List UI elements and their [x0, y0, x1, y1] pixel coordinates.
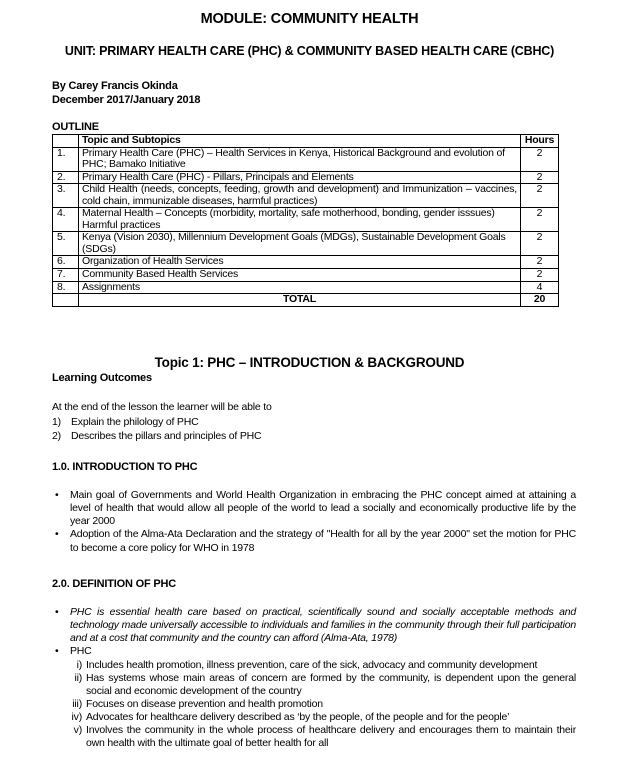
list-item: [52, 724, 576, 750]
header-topic: Topic and Subtopics: [79, 135, 521, 148]
row-num: 8.: [53, 281, 79, 294]
list-item: [52, 698, 576, 711]
table-total-row: [53, 294, 559, 307]
row-num: 3.: [53, 184, 79, 208]
row-topic: Maternal Health – Concepts (morbidity, mortality, safe motherhood, bonding, gender isssues) Harmful practices: [79, 208, 521, 232]
row-hours: 2: [521, 269, 559, 282]
row-topic: Assignments: [79, 281, 521, 294]
roman-text: Advocates for healthcare delivery described as ‘by the people, of the people and for the people’: [86, 711, 510, 723]
list-item: [52, 645, 576, 658]
list-item: [52, 528, 576, 554]
row-num: 4.: [53, 208, 79, 232]
list-item: [52, 416, 552, 430]
row-topic: Kenya (Vision 2030), Millennium Development Goals (MDGs), Sustainable Development Goals (SDGs): [79, 232, 521, 256]
outline-label: OUTLINE: [52, 121, 99, 133]
topic1-title: Topic 1: PHC – INTRODUCTION & BACKGROUND: [154, 355, 465, 370]
row-hours: 2: [521, 184, 559, 208]
table-row: [53, 147, 559, 171]
unit-title: UNIT: PRIMARY HEALTH CARE (PHC) & COMMUNITY BASED HEALTH CARE (CBHC): [64, 44, 555, 58]
roman-num: ii): [74, 671, 82, 684]
row-hours: 4: [521, 281, 559, 294]
table-row: [53, 256, 559, 269]
roman-text: Focuses on disease prevention and health promotion: [86, 697, 323, 710]
bullet-text: Adoption of the Alma-Ata Declaration and the strategy of "Health for all by the year 2000" set the motion for PHC to become a core policy for WHO in 1978: [70, 528, 576, 554]
outcome-text: Explain the philology of PHC: [71, 416, 199, 428]
bullet-icon: •: [55, 528, 59, 541]
table-row: [53, 281, 559, 294]
total-hours: 20: [521, 294, 559, 307]
date: December 2017/January 2018: [52, 94, 201, 106]
row-num: 1.: [53, 147, 79, 171]
outcome-num: 2): [52, 430, 61, 442]
table-row: [53, 232, 559, 256]
table-row: [53, 184, 559, 208]
list-item: [52, 659, 576, 672]
outline-table: [52, 134, 559, 307]
table-row: [53, 208, 559, 232]
row-topic: Primary Health Care (PHC) - Pillars, Principals and Elements: [79, 171, 521, 184]
definition-text: PHC is essential health care based on practical, scientifically sound and socially acceptable methods and technology made universally accessible to individuals and families in the community through their full participation and at a cost that community and the country can afford (Alma-Ata, 1978): [70, 606, 576, 645]
row-num: 7.: [53, 269, 79, 282]
module-title: MODULE: COMMUNITY HEALTH: [200, 11, 419, 27]
row-topic: Organization of Health Services: [79, 256, 521, 269]
outcome-text: Describes the pillars and principles of PHC: [71, 430, 262, 442]
header-num-cell: [53, 135, 79, 148]
table-row: [53, 171, 559, 184]
outcome-num: 1): [52, 416, 61, 428]
list-item: [52, 430, 552, 444]
roman-num: iii): [72, 697, 82, 710]
phc-label: PHC: [70, 645, 92, 658]
row-hours: 2: [521, 232, 559, 256]
total-label: TOTAL: [79, 294, 521, 307]
table-row: [53, 269, 559, 282]
learning-intro: At the end of the lesson the learner will be able to: [52, 401, 272, 413]
learning-outcomes-title: Learning Outcomes: [52, 372, 152, 384]
roman-text: Has systems whose main areas of concern are formed by the community, is dependent upon the general social and economic development of the country: [86, 671, 576, 697]
row-num: 5.: [53, 232, 79, 256]
row-num: 2.: [53, 171, 79, 184]
author: By Carey Francis Okinda: [52, 80, 178, 92]
bullet-icon: •: [55, 645, 59, 658]
roman-num: i): [76, 658, 82, 671]
list-item: [52, 711, 576, 724]
row-hours: 2: [521, 256, 559, 269]
row-num: 6.: [53, 256, 79, 269]
roman-text: Includes health promotion, illness prevention, care of the sick, advocacy and community development: [86, 658, 538, 671]
bullet-icon: •: [55, 606, 59, 618]
row-hours: 2: [521, 171, 559, 184]
section1-title: 1.0. INTRODUCTION TO PHC: [52, 461, 198, 473]
bullet-text: Main goal of Governments and World Health Organization in embracing the PHC concept aimed at attaining a level of health that would allow all people of the world to lead a socially and economically productive life by the year 2000: [70, 489, 576, 528]
roman-num: iv): [71, 711, 82, 723]
row-topic: Child Health (needs, concepts, feeding, growth and development) and Immunization – vaccines, cold chain, immunizable diseases, harmful practices): [79, 184, 521, 208]
bullet-icon: •: [55, 489, 59, 501]
list-item: [52, 606, 576, 645]
row-hours: 2: [521, 147, 559, 171]
list-item: [52, 489, 576, 528]
outcomes-list: [52, 416, 552, 444]
row-topic: Community Based Health Services: [79, 269, 521, 282]
table-header-row: [53, 135, 559, 148]
section1-list: [52, 489, 576, 555]
section2-list: [52, 606, 576, 750]
row-topic: Primary Health Care (PHC) – Health Services in Kenya, Historical Background and evolution of PHC; Bamako Initiative: [79, 147, 521, 171]
section2-title: 2.0. DEFINITION OF PHC: [52, 578, 176, 590]
roman-text: Involves the community in the whole process of healthcare delivery and encourages them to maintain their own health with the ultimate goal of better health for all: [86, 724, 576, 750]
total-num-cell: [53, 294, 79, 307]
row-hours: 2: [521, 208, 559, 232]
list-item: [52, 672, 576, 698]
header-hours: Hours: [521, 135, 559, 148]
roman-num: v): [73, 724, 82, 737]
